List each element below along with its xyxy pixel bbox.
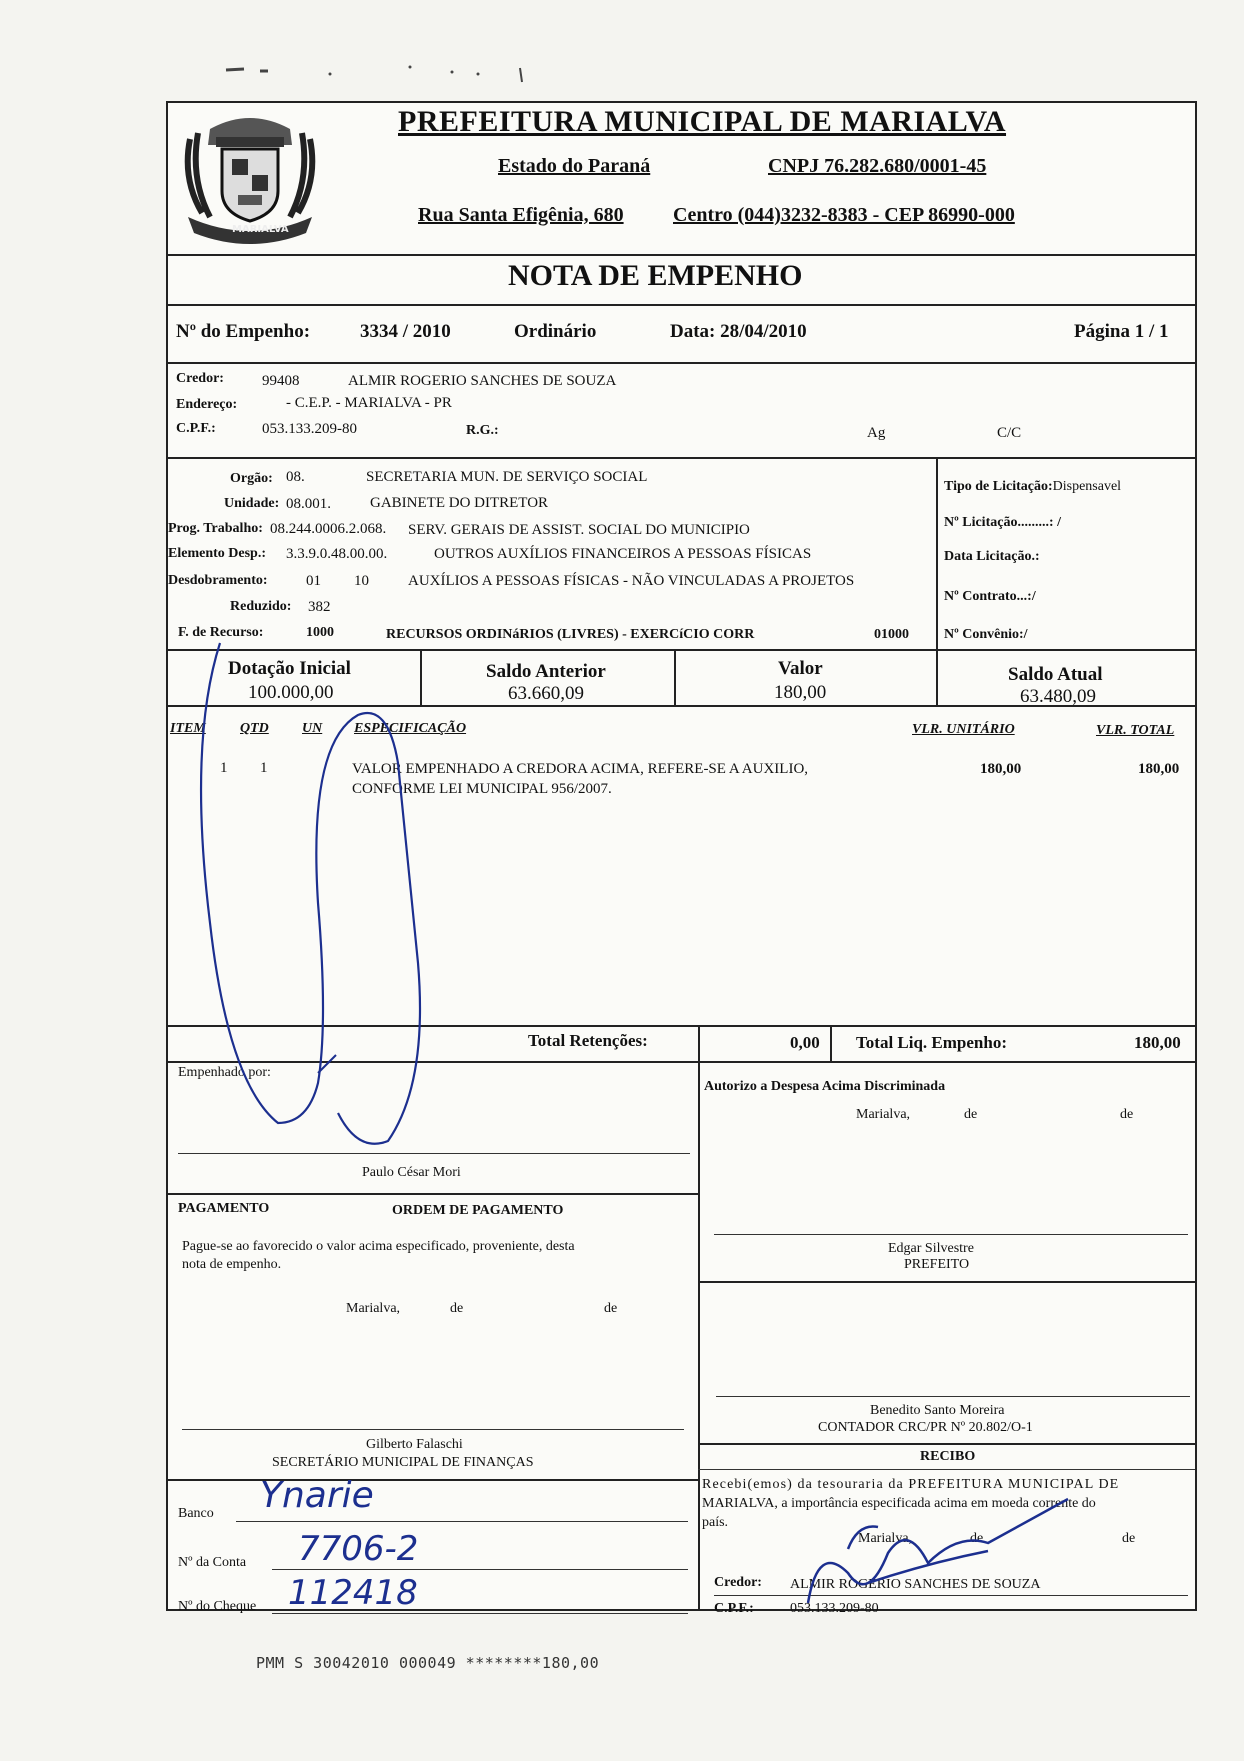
dotacao-value: 100.000,00	[248, 682, 334, 703]
orgao-desc: SECRETARIA MUN. DE SERVIÇO SOCIAL	[366, 469, 648, 485]
col-qtd: QTD	[240, 721, 269, 736]
numero-convenio: Nº Convênio:/	[944, 627, 1028, 642]
credor-address: - C.E.P. - MARIALVA - PR	[286, 395, 452, 411]
recibo-text3: país.	[702, 1515, 729, 1530]
credor-label: Credor:	[176, 371, 224, 386]
handwritten-marks	[168, 103, 1195, 1609]
row-spec-line1: VALOR EMPENHADO A CREDORA ACIMA, REFERE-SE A AUXILIO,	[352, 761, 809, 777]
orgao-code: 08.	[286, 469, 305, 485]
numero-licitacao: Nº Licitação.........: /	[944, 515, 1061, 530]
credor-name: ALMIR ROGERIO SANCHES DE SOUZA	[348, 373, 617, 389]
print-footer-code: PMM S 30042010 000049 ********180,00	[256, 1654, 600, 1672]
page-number: Página 1 / 1	[1074, 321, 1169, 342]
pagamento-de1: de	[450, 1301, 464, 1316]
unidade-desc: GABINETE DO DITRETOR	[370, 495, 549, 511]
autorizo-de1: de	[964, 1107, 978, 1122]
row-spec-line2: CONFORME LEI MUNICIPAL 956/2007.	[352, 781, 612, 797]
recibo-text1-span: Recebi(emos) da tesouraria da PREFEITURA MUNICIPAL DE	[702, 1477, 1120, 1492]
prefeito-title: PREFEITO	[904, 1257, 970, 1272]
municipality-title: PREFEITURA MUNICIPAL DE MARIALVA	[398, 105, 1007, 138]
empenhado-label: Empenhado por:	[178, 1065, 271, 1080]
numero-contrato: Nº Contrato...:/	[944, 589, 1036, 604]
contador-title: CONTADOR CRC/PR Nº 20.802/O-1	[818, 1420, 1033, 1435]
empenhado-name: Paulo César Mori	[362, 1165, 461, 1180]
ag-label: Ag	[867, 425, 886, 441]
col-un: UN	[302, 721, 323, 736]
desdobramento-code2: 10	[354, 573, 369, 589]
secretario-title: SECRETÁRIO MUNICIPAL DE FINANÇAS	[272, 1455, 534, 1470]
unidade-code: 08.001.	[286, 496, 331, 512]
cc-label: C/C	[997, 425, 1022, 441]
scan-marks	[220, 58, 540, 88]
document-title: NOTA DE EMPENHO	[508, 259, 803, 292]
cheque-handwritten: 112418	[288, 1573, 418, 1613]
conta-handwritten: 7706-2	[298, 1529, 419, 1569]
col-valor-total: VLR. TOTAL	[1096, 723, 1175, 738]
credor-cpf: 053.133.209-80	[262, 421, 357, 437]
recurso-desc: RECURSOS ORDINáRIOS (LIVRES) - EXERCíCIO CORR	[386, 627, 755, 642]
row-item: 1	[220, 760, 228, 776]
recibo-city: Marialva,	[858, 1531, 913, 1546]
empenho-date: Data: 28/04/2010	[670, 321, 807, 342]
row-qtd: 1	[260, 760, 268, 776]
recibo-text2: MARIALVA, a importância especificada acima em moeda corrente do	[702, 1496, 1096, 1511]
desdobramento-code1: 01	[306, 573, 321, 589]
dotacao-label: Dotação Inicial	[228, 658, 351, 679]
elemento-label: Elemento Desp.:	[168, 546, 266, 561]
tipo-licitacao-text: Tipo de Licitação:	[944, 479, 1053, 494]
recibo-credor-name: ALMIR ROGERIO SANCHES DE SOUZA	[790, 1577, 1041, 1592]
banco-label: Banco	[178, 1506, 214, 1521]
street-address: Rua Santa Efigênia, 680	[418, 204, 624, 226]
autorizo-label: Autorizo a Despesa Acima Discriminada	[704, 1079, 946, 1094]
saldo-atual-value: 63.480,09	[1020, 686, 1096, 707]
empenho-number: 3334 / 2010	[360, 321, 451, 342]
prog-desc: SERV. GERAIS DE ASSIST. SOCIAL DO MUNICIPIO	[408, 522, 750, 538]
cpf-label: C.P.F.:	[176, 421, 216, 436]
recibo-label: RECIBO	[920, 1449, 976, 1464]
recibo-de1: de	[970, 1531, 984, 1546]
saldo-atual-label: Saldo Atual	[1008, 664, 1103, 685]
data-licitacao: Data Licitação.:	[944, 549, 1040, 564]
conta-label: Nº da Conta	[178, 1555, 247, 1570]
col-item: ITEM	[170, 721, 206, 736]
state-name: Estado do Paraná	[498, 155, 651, 177]
row-valor-unitario: 180,00	[980, 761, 1022, 777]
elemento-code: 3.3.9.0.48.00.00.	[286, 546, 388, 562]
valor-value: 180,00	[774, 682, 827, 703]
banco-handwritten: Ynarie	[260, 1475, 374, 1516]
reduzido-value: 382	[308, 599, 331, 615]
elemento-desc: OUTROS AUXÍLIOS FINANCEIROS A PESSOAS FÍSICAS	[434, 546, 812, 562]
total-liquido-value: 180,00	[1134, 1033, 1181, 1052]
tipo-licitacao-value: Dispensavel	[1052, 479, 1122, 494]
contador-name: Benedito Santo Moreira	[870, 1403, 1005, 1418]
cnpj: CNPJ 76.282.680/0001-45	[768, 155, 987, 177]
prefeito-name: Edgar Silvestre	[888, 1241, 974, 1256]
recurso-code: 1000	[306, 625, 334, 640]
prog-label: Prog. Trabalho:	[168, 521, 263, 536]
svg-text:MARIALVA: MARIALVA	[232, 224, 289, 235]
unidade-label: Unidade:	[224, 496, 280, 511]
pagamento-city: Marialva,	[346, 1301, 401, 1316]
secretario-name: Gilberto Falaschi	[366, 1437, 463, 1452]
contact-info: Centro (044)3232-8383 - CEP 86990-000	[673, 204, 1015, 226]
total-retencoes-label: Total Retenções:	[528, 1031, 648, 1050]
prog-code: 08.244.0006.2.068.	[270, 521, 387, 537]
orgao-label: Orgão:	[230, 471, 273, 486]
recurso-label: F. de Recurso:	[178, 625, 264, 640]
reduzido-label: Reduzido:	[230, 599, 292, 614]
autorizo-city: Marialva,	[856, 1107, 911, 1122]
empenho-type: Ordinário	[514, 321, 597, 342]
ordem-pagamento-label: ORDEM DE PAGAMENTO	[392, 1203, 564, 1218]
valor-label: Valor	[778, 658, 823, 679]
empenho-number-label: Nº do Empenho:	[176, 321, 311, 342]
pagamento-label: PAGAMENTO	[178, 1201, 270, 1216]
col-especificacao: ESPECIFICAÇÃO	[354, 721, 467, 736]
saldo-anterior-label: Saldo Anterior	[486, 661, 606, 682]
autorizo-de2: de	[1120, 1107, 1134, 1122]
recibo-cpf: 053.133.209-80	[790, 1601, 879, 1616]
pagamento-de2: de	[604, 1301, 618, 1316]
credor-code: 99408	[262, 373, 300, 389]
recibo-cpf-label: C.P.F.:	[714, 1601, 754, 1616]
total-retencoes-value: 0,00	[790, 1033, 820, 1052]
row-valor-total: 180,00	[1138, 761, 1180, 777]
saldo-anterior-value: 63.660,09	[508, 683, 584, 704]
nota-empenho-form	[166, 101, 1197, 1616]
pagamento-text2: nota de empenho.	[182, 1257, 282, 1272]
recibo-de2: de	[1122, 1531, 1136, 1546]
rg-label: R.G.:	[466, 423, 499, 438]
desdobramento-desc: AUXÍLIOS A PESSOAS FÍSICAS - NÃO VINCULADAS A PROJETOS	[408, 573, 855, 589]
endereco-label: Endereço:	[176, 397, 238, 412]
cheque-label: Nº do Cheque	[178, 1599, 257, 1614]
recurso-number: 01000	[874, 627, 909, 642]
pagamento-text1: Pague-se ao favorecido o valor acima especificado, proveniente, desta	[182, 1239, 575, 1254]
total-liquido-label: Total Liq. Empenho:	[856, 1033, 1007, 1052]
col-valor-unitario: VLR. UNITÁRIO	[912, 722, 1015, 737]
desdobramento-label: Desdobramento:	[168, 573, 268, 588]
recibo-credor-label: Credor:	[714, 1575, 762, 1590]
